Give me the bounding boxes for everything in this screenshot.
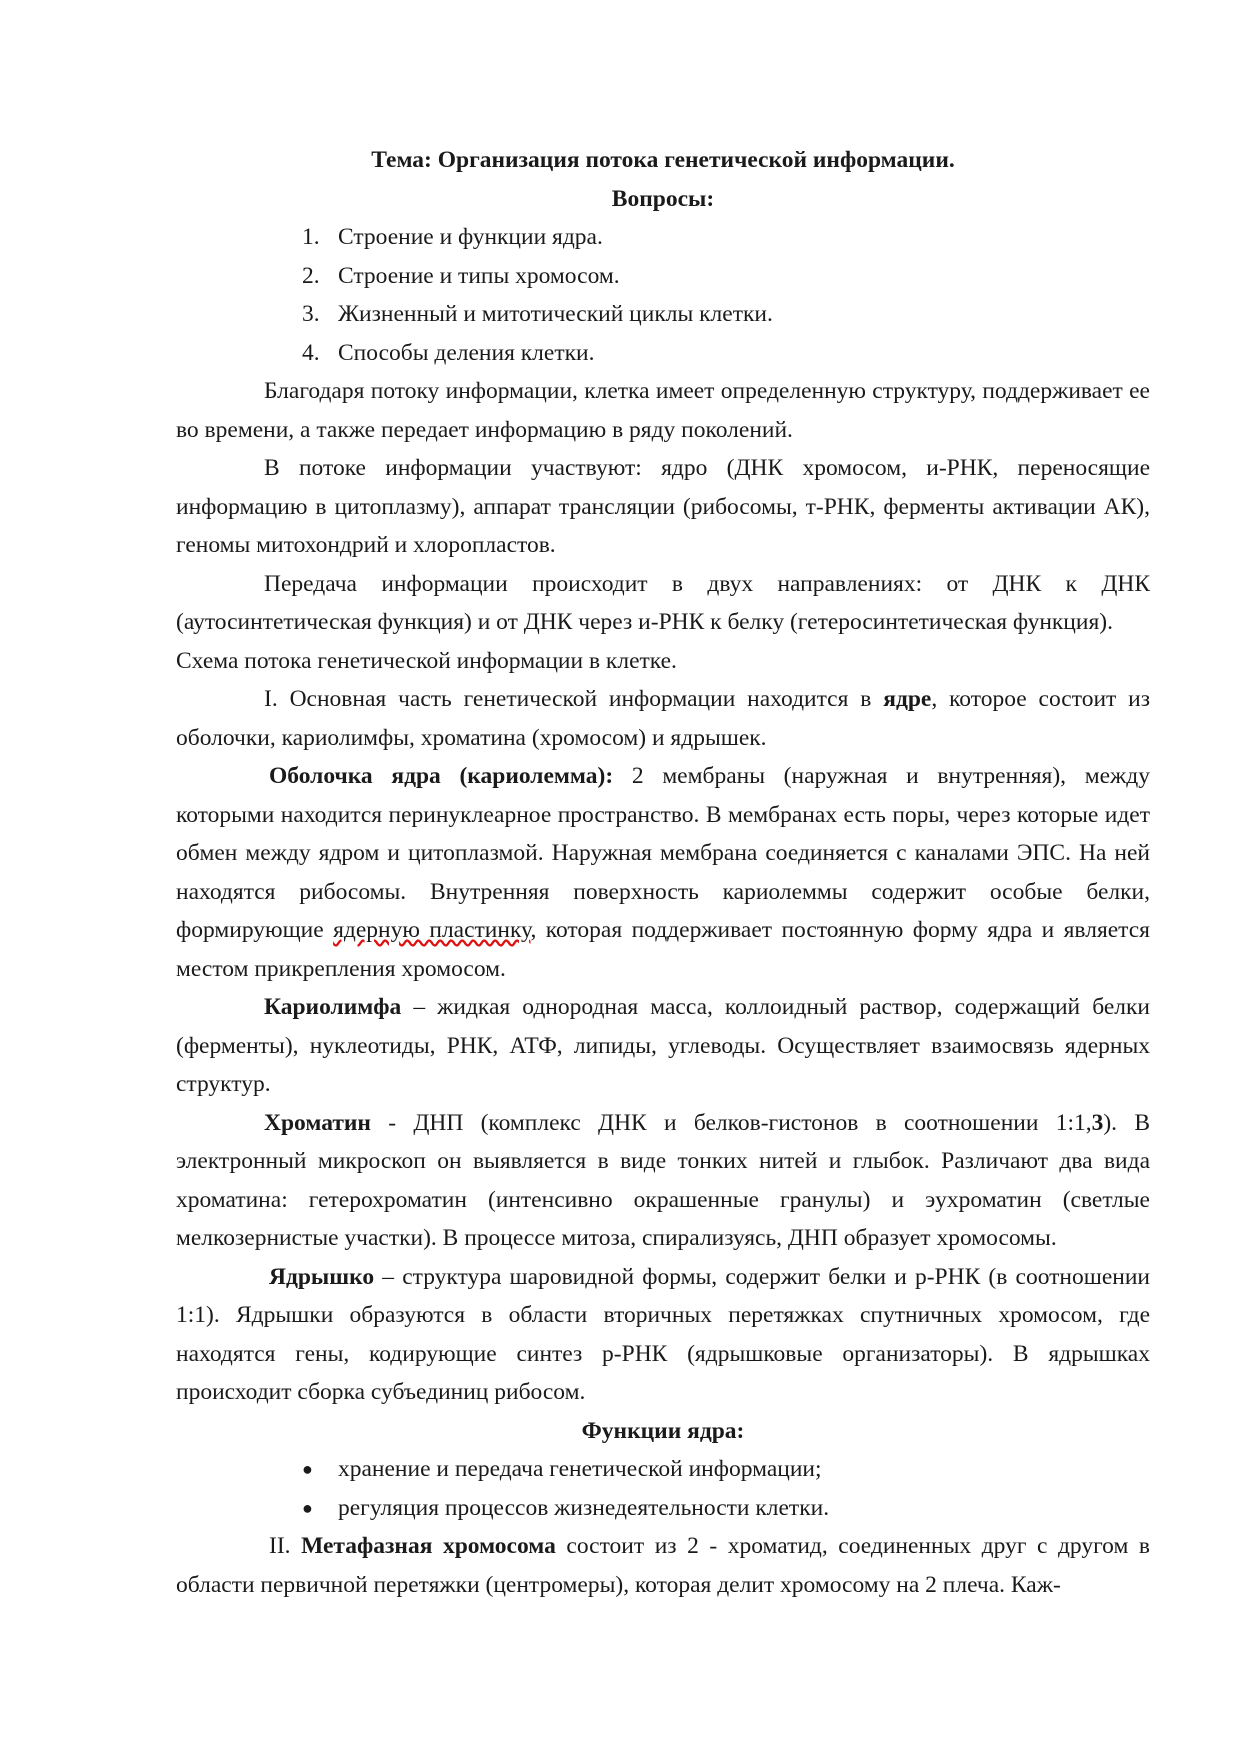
function-item: ● хранение и передача генетической информации; [302,1450,1150,1489]
question-item: 3. Жизненный и митотический циклы клетки. [302,301,773,327]
bullet-icon: ● [302,1459,313,1479]
spellcheck-underlined-text: ядерную пластинку [333,917,531,943]
paragraph-transfer: Передача информации происходит в двух направлениях: от ДНК к ДНК (аутосинтетическая функция) и от ДНК через и-РНК к белку (гетеросинтетическая функция). [176,570,1150,635]
functions-heading: Функции ядра: [581,1417,745,1444]
paragraph-nucleolus: Ядрышко – структура шаровидной формы, содержит белки и р-РНК (в соотношении 1:1). Ядрышки образуются в области вторичных перетяжках спутничных хромосом, где находятся гены, кодирующие синтез р-РНК (ядрышковые организаторы). В ядрышках происходит сборка субъединиц рибосом. [176,1263,1150,1405]
paragraph-participants: В потоке информации участвуют: ядро (ДНК хромосом, и-РНК, переносящие информацию в цитоплазму), аппарат трансляции (рибосомы, т-РНК, ферменты активации АК), геномы митохондрий и хлоропластов. [176,455,1150,558]
functions-list [176,1450,1150,1527]
questions-list [176,218,1150,372]
function-item: ● регуляция процессов жизнедеятельности клетки. [302,1489,1150,1528]
paragraph-scheme-caption: Схема потока генетической информации в клетке. [176,647,677,674]
question-item: 1. Строение и функции ядра. [302,224,603,250]
bullet-icon: ● [302,1497,313,1518]
question-item: 4. Способы деления клетки. [302,339,595,366]
paragraph-karyolemma: Оболочка ядра (кариолемма): 2 мембраны (наружная и внутренняя), между которыми находится перинуклеарное пространство. В мембранах есть поры, через которые идет обмен между ядром и цитоплазмой. Наружная мембрана соединяется с каналами ЭПС. На ней находятся рибосомы. Внутренняя поверхность кариолеммы содержит особые белки, формирующие ядерную пластинку, которая поддерживает постоянную форму ядра и является местом прикрепления хромосом. [176,763,1150,982]
paragraph-nucleus: I. Основная часть генетической информации находится в ядре, которое состоит из оболочки, кариолимфы, хроматина (хромосом) и ядрышек. [176,686,1151,751]
document-title: Тема: Организация потока генетической информации. [371,147,955,173]
question-item: 2. Строение и типы хромосом. [302,262,620,289]
paragraph-intro: Благодаря потоку информации, клетка имеет определенную структуру, поддерживает ее во времени, а также передает информацию в ряду поколений. [176,378,1150,443]
paragraph-chromatin: Хроматин - ДНП (комплекс ДНК и белков-гистонов в соотношении 1:1,3). В электронный микроскоп он выявляется в виде тонких нитей и глыбок. Различают два вида хроматина: гетерохроматин (интенсивно окрашенные гранулы) и эухроматин (светлые мелкозернистые участки). В процессе митоза, спирализуясь, ДНП образует хромосомы. [176,1109,1151,1251]
questions-heading: Вопросы: [611,185,715,212]
paragraph-metaphase-chromosome: II. Метафазная хромосома состоит из 2 - хроматид, соединенных друг с другом в области первичной перетяжки (центромеры), которая делит хромосому на 2 плеча. Каж- [176,1533,1150,1598]
paragraph-karyolymph: Кариолимфа – жидкая однородная масса, коллоидный раствор, содержащий белки (ферменты), нуклеотиды, РНК, АТФ, липиды, углеводы. Осуществляет взаимосвязь ядерных структур. [176,994,1150,1097]
